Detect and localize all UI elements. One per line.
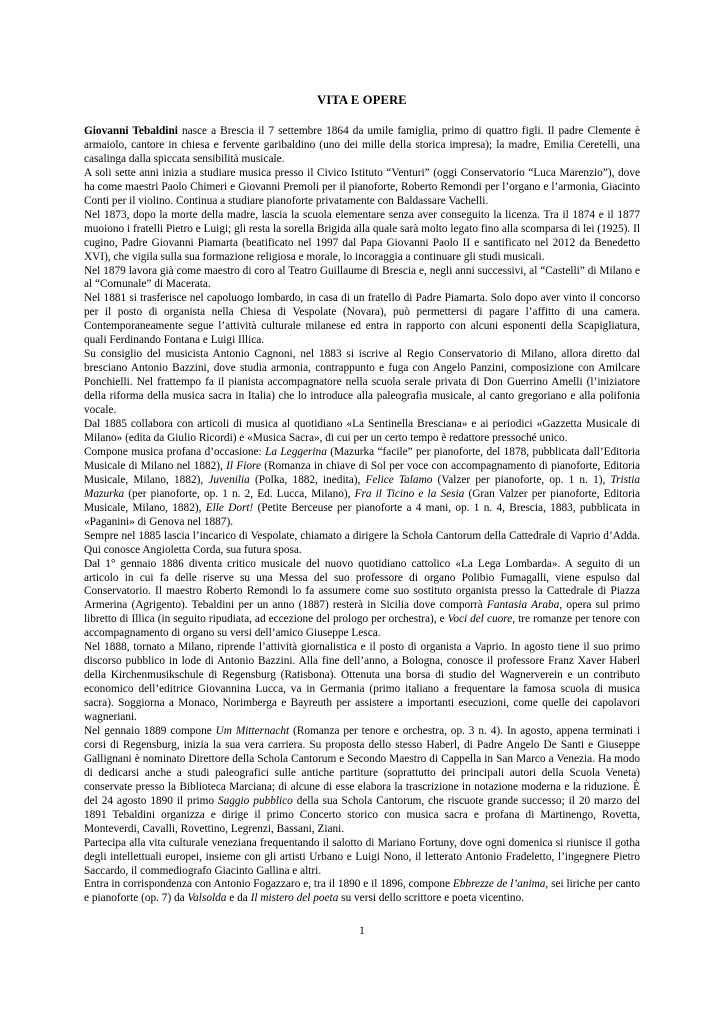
paragraph-14: Entra in corrispondenza con Antonio Fogazzaro e, tra il 1890 e il 1896, compone Ebbrezze de l’anima, sei liriche per canto e pianoforte (op. 7) da Valsolda e da Il mistero del poeta su versi dello scrittore e poeta vicentino. [84, 878, 640, 905]
paragraph-4: Nel 1879 lavora già come maestro di coro al Teatro Guillaume di Brescia e, negli anni successivi, al “Castelli” di Milano e al “Comunale” di Macerata. [84, 264, 640, 291]
paragraph-3: Nel 1873, dopo la morte della madre, lascia la scuola elementare senza aver conseguito la licenza. Tra il 1874 e il 1877 muoiono i fratelli Pietro e Luigi; gli resta la sorella Brigida alla quale sarà molto legato fino alla scomparsa di lei (1925). Il cugino, Padre Giovanni Piamarta (beatificato nel 1997 dal Papa Giovanni Paolo II e santificato nel 2012 da Benedetto XVI), che vigila sulla sua formazione religiosa e morale, lo incoraggia a continuare gli studi musicali. [84, 208, 640, 263]
paragraph-9: Sempre nel 1885 lascia l’incarico di Vespolate, chiamato a dirigere la Schola Cantorum della Cattedrale di Vaprio d’Adda. Qui conosce Angioletta Corda, sua futura sposa. [84, 529, 640, 556]
paragraph-12: Nel gennaio 1889 compone Um Mitternacht (Romanza per tenore e orchestra, op. 3 n. 4). In agosto, appena terminati i corsi di Regensburg, inizia la sua vera carriera. Su proposta dello stesso Haberl, di Padre Angelo De Santi e Giuseppe Gallignani è nominato Direttore della Schola Cantorum e Secondo Maestro di Cappella in San Marco a Venezia. Ha modo di dedicarsi anche a studi paleografici sulle antiche partiture (soprattutto dei principali autori della Scuola Veneta) conservate presso la Biblioteca Marciana; di alcune di esse elabora la trascrizione in notazione moderna e la riduzione. È del 24 agosto 1890 il primo Saggio pubblico della sua Schola Cantorum, che riscuote grande successo; il 20 marzo del 1891 Tebaldini organizza e dirige il primo Concerto storico con musica sacra e profana di Martinengo, Rovetta, Monteverdi, Cavalli, Rovettino, Legrenzi, Bassani, Ziani. [84, 724, 640, 835]
author-name: Giovanni Tebaldini [84, 125, 178, 137]
paragraph-13: Partecipa alla vita culturale veneziana frequentando il salotto di Mariano Fortuny, dove ogni domenica si riunisce il gotha degli intellettuali europei, insieme con gli artisti Urbano e Luigi Nono, il letterato Antonio Fradeletto, l’ingegnere Pietro Saccardo, il commediografo Giacinto Gallina e altri. [84, 836, 640, 877]
document-body [84, 125, 640, 906]
paragraph-11: Nel 1888, tornato a Milano, riprende l’attività giornalistica e il posto di organista a Vaprio. In agosto tiene il suo primo discorso pubblico in lode di Antonio Bazzini. Alla fine dell’anno, a Bologna, conosce il professore Franz Xaver Haberl della Kirchenmusikschule di Regensburg (Ratisbona). Ottenuta una borsa di studio del Wagnerverein e un contributo economico dell’editrice Giovannina Lucca, va in Germania (primo italiano a frequentare la famosa scuola di musica sacra). Soggiorna a Monaco, Norimberga e Bayreuth per assistere a importanti esecuzioni, come quelle dei capolavori wagneriani. [84, 641, 640, 724]
paragraph-5: Nel 1881 si trasferisce nel capoluogo lombardo, in casa di un fratello di Padre Piamarta. Solo dopo aver vinto il concorso per il posto di organista nella Chiesa di Vespolate (Novara), può permettersi di pagare l’affitto di una camera. Contemporaneamente segue l’attività culturale milanese ed entra in rapporto con alcuni esponenti della Scapigliatura, quali Ferdinando Fontana e Luigi Illica. [84, 292, 640, 347]
paragraph-7: Dal 1885 collabora con articoli di musica al quotidiano «La Sentinella Bresciana» e ai periodici «Gazzetta Musicale di Milano» (edita da Giulio Ricordi) e «Musica Sacra», di cui per un certo tempo è redattore pressoché unico. [84, 418, 640, 444]
paragraph-1-text: nasce a Brescia il 7 settembre 1864 da umile famiglia, primo di quattro figli. Il padre Clemente è armaiolo, cantore in chiesa e fervente garibaldino (uno dei mille della storica impresa); la madre, Emilia Ceretelli, una casalinga dalla spiccata sensibilità musicale. [84, 125, 641, 165]
paragraph-6: Su consiglio del musicista Antonio Cagnoni, nel 1883 si iscrive al Regio Conservatorio di Milano, allora diretto dal bresciano Antonio Bazzini, dove studia armonia, contrappunto e fuga con Angelo Panzini, composizione con Amilcare Ponchielli. Nel frattempo fa il pianista accompagnatore nella scuola serale privata di Don Guerrino Amelli (l’iniziatore della riforma della musica sacra in Italia) che lo introduce alla paleografia musicale, al canto gregoriano e alla polifonia vocale. [84, 348, 640, 417]
page-title: VITA E OPERE [317, 93, 407, 107]
paragraph-10: Dal 1° gennaio 1886 diventa critico musicale del nuovo quotidiano cattolico «La Lega Lombarda». A seguito di un articolo in cui fa delle riserve su una Messa del suo professore di organo Polibio Fumagalli, viene espulso dal Conservatorio. Il maestro Roberto Remondi lo fa assumere come suo sostituto organista presso la Cattedrale di Piazza Armerina (Agrigento). Tebaldini per un anno (1887) resterà in Sicilia dove comporrà Fantasia Araba, opera sul primo libretto di Illica (in seguito ripudiata, ad eccezione del prologo per orchestra), e Voci del cuore, tre romanze per tenore con accompagnamento di organo su versi dell’amico Giuseppe Lesca. [84, 557, 641, 640]
paragraph-8: Compone musica profana d’occasione: La Leggerina (Mazurka “facile” per pianoforte, del 1878, pubblicata dall’Editoria Musicale di Milano nel 1882), Il Fiore (Romanza in chiave di Sol per voce con accompagnamento di pianoforte, Editoria Musicale, Milano, 1882), Juvenilia (Polka, 1882, inedita), Felice Talamo (Valzer per pianoforte, op. 1 n. 1), Tristia Mazurka (per pianoforte, op. 1 n. 2, Ed. Lucca, Milano), Fra il Ticino e la Sesia (Gran Valzer per pianoforte, Editoria Musicale, Milano, 1882), Elle Dort! (Petite Berceuse per pianoforte a 4 mani, op. 1 n. 4, Brescia, 1883, pubblicata in «Paganini» di Genova nel 1887). [84, 445, 641, 528]
page-number: 1 [359, 925, 365, 937]
paragraph-2: A soli sette anni inizia a studiare musica presso il Civico Istituto “Venturi” (oggi Conservatorio “Luca Marenzio”), dove ha come maestri Paolo Chimeri e Giovanni Premoli per il pianoforte, Roberto Remondi per l’organo e l’armonia, Giacinto Conti per il violino. Continua a studiare pianoforte privatamente con Baldassare Vachelli. [84, 166, 640, 207]
paragraph-1 [84, 125, 640, 167]
